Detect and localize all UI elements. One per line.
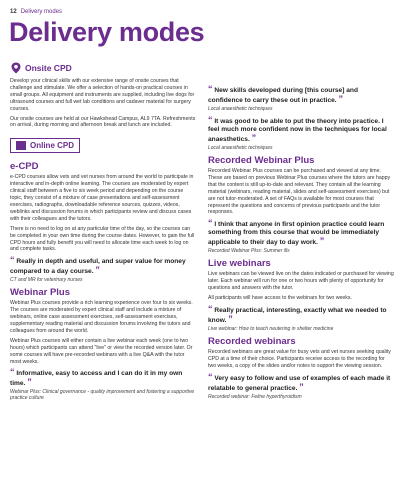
webinar-plus-paragraph-1: Webinar Plus courses provide a rich learning experience over four to six weeks. The courses are moderated by expert clinical staff and include a mixture of webinars, online case assessment exercises, self-assessment exercises, supplementary reading material and discussion forums involving the tutors and colleagues from around the world. — [10, 300, 193, 334]
page-header — [10, 9, 62, 15]
close-quote-icon: ” — [319, 236, 325, 247]
quote-1-source: CT and MR for veterinary nurses — [10, 277, 83, 284]
quote-4-source: Local anaesthetic techniques — [208, 145, 273, 151]
close-quote-icon: ” — [251, 133, 257, 143]
quote-5-source: Recorded Webinar Plus: Summer ills — [208, 248, 290, 255]
quote-2 — [10, 368, 196, 401]
quote-7-text: Very easy to follow and use of examples of each made it relatable to general practice. — [208, 374, 391, 392]
page-title: Delivery modes — [9, 17, 205, 47]
close-quote-icon: ” — [338, 94, 343, 104]
webinar-plus-paragraph-2: Webinar Plus courses will either contain a live webinar each week (one to two hours) which participants can attend "live" or view the recorded version later. Or some courses will have pre-recorded webinars with a live Q&A with the tutor most weeks. — [10, 337, 193, 365]
close-quote-icon: ” — [95, 265, 100, 276]
map-pin-icon — [10, 62, 22, 74]
quote-2-text: Informative, easy to access and I can do it in my own time. — [10, 370, 183, 388]
onsite-paragraph-2: Our onsite courses are held at our Hawkshead Campus, AL9 7TA. Refreshments on arrival, during morning and afternoon break and lunch are included. — [10, 115, 196, 129]
online-cpd-text: Online CPD — [30, 141, 75, 151]
live-webinars-paragraph-2: All participants will have access to the webinars for two weeks. — [208, 295, 352, 302]
monitor-icon — [16, 141, 26, 150]
quote-6 — [208, 305, 394, 332]
ecpd-heading: e-CPD — [10, 161, 39, 173]
recorded-webinar-plus-heading: Recorded Webinar Plus — [208, 155, 315, 166]
quote-4 — [208, 116, 394, 151]
quote-3 — [208, 85, 394, 112]
quote-4-text: It was good to be able to put the theory into practice. I feel much more confident now in the techniques for local anaesthetics. — [208, 118, 387, 143]
right-column — [208, 82, 394, 404]
close-quote-icon: ” — [27, 377, 32, 388]
live-webinars-paragraph-1: Live webinars can be viewed live on the dates indicated or purchased for viewing later. Each webinar will run for one or two hours with plenty of opportunity for questions and answers with the tutor. — [208, 271, 394, 292]
page-number: 12 — [10, 9, 17, 15]
header-section: Delivery modes — [20, 9, 63, 15]
ecpd-paragraph-1: e-CPD courses allow vets and vet nurses from around the world to participate in interactive and in-depth online learning. The courses are moderated by expert clinical staff between a five to six week period and depending on the course topic, they consist of a mixture of case presentations and self-assessment exercises, radiographs, downloadable reference sources, quizzes, videos, weblinks and discussion forums in which participants review and discuss cases with their colleagues and the tutors. — [10, 174, 194, 222]
recorded-webinar-plus-paragraph: Recorded Webinar Plus courses can be purchased and viewed at any time. These are based on previous Webinar Plus courses where the tutors are happy that the content is still up-to-date and relevant. They contain all the learning material (webinars, reading material, slides and self-assessment exercises) but are not tutor-moderated. A set of FAQs is available for most courses that represent the questions and concerns of previous participants and the tutor responses. — [208, 168, 391, 216]
open-quote-icon: “ — [208, 218, 213, 229]
open-quote-icon: “ — [208, 303, 213, 314]
close-quote-icon: ” — [299, 381, 304, 392]
quote-5-text: I think that anyone in first opinion practice could learn something from this course that would be immediately applicable to their day to day work. — [208, 221, 385, 247]
webinar-plus-heading: Webinar Plus — [10, 287, 71, 299]
onsite-heading-row — [10, 62, 196, 74]
quote-6-source: Live webinar: How to teach neutering in shelter medicine — [208, 325, 334, 332]
open-quote-icon: “ — [208, 371, 213, 382]
onsite-heading: Onsite CPD — [25, 63, 72, 73]
quote-2-source: Webinar Plus: Clinical governance - quality improvement and fostering a supportive practice culture — [10, 389, 195, 402]
quote-7-source: Recorded webinar: Feline hyperthyroidism — [208, 393, 302, 400]
open-quote-icon: “ — [208, 84, 213, 94]
open-quote-icon: “ — [10, 255, 15, 266]
onsite-paragraph-1: Develop your clinical skills with our extensive range of onsite courses that challenge and stimulate. We offer a selection of hands-on practical courses in small groups. All equipment and instruments are supplied, including live dogs for ultrasound courses and full wet lab conditions and cadaver material for surgery courses. — [10, 78, 195, 112]
quote-5 — [208, 219, 394, 254]
quote-7 — [208, 373, 394, 400]
recorded-webinars-paragraph: Recorded webinars are great value for busy vets and vet nurses seeking quality CPD at a time of their choice. Participants receive access to the recording for two weeks, a copy of the slides and/or notes to support the viewing session. — [208, 348, 391, 369]
close-quote-icon: ” — [228, 313, 233, 324]
live-webinars-heading: Live webinars — [208, 258, 271, 270]
quote-1-text: Really in depth and useful, and super value for money compared to a day course. — [10, 258, 186, 276]
open-quote-icon: “ — [10, 367, 15, 378]
open-quote-icon: “ — [208, 115, 213, 125]
online-cpd-label — [10, 138, 80, 153]
quote-1 — [10, 256, 196, 283]
quote-3-source: Local anaesthetic techniques — [208, 106, 273, 112]
left-column — [10, 62, 196, 405]
ecpd-paragraph-2: There is no need to log on at any particular time of the day, so the courses can be completed in your own time during the course dates. However, to gain the full CPD hours and fully benefit you will need to allocate time each week to log on and complete tasks. — [10, 225, 195, 253]
recorded-webinars-heading: Recorded webinars — [208, 335, 296, 347]
quote-3-text: New skills developed during [this course] and confidence to carry these out in practice. — [208, 87, 358, 104]
quote-6-text: Really practical, interesting, exactly what we needed to know. — [208, 306, 387, 324]
